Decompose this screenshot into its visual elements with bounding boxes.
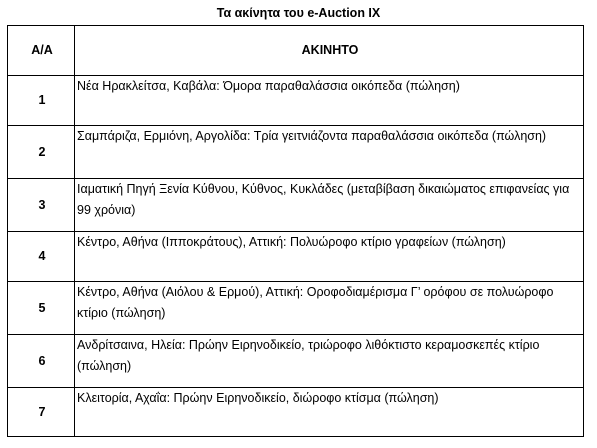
row-number: 1 [8, 76, 75, 126]
table-row [8, 232, 584, 282]
table-row [8, 282, 584, 335]
row-number: 5 [8, 282, 75, 335]
properties-table [7, 25, 584, 437]
property-description: Ανδρίτσαινα, Ηλεία: Πρώην Ειρηνοδικείο, τριώροφο λιθόκτιστο κεραμοσκεπές κτίριο (πώληση) [75, 335, 584, 388]
property-description: Κέντρο, Αθήνα (Αιόλου & Ερμού), Αττική: Οροφοδιαμέρισμα Γ’ ορόφου σε πολυώροφο κτίριο (πώληση) [75, 282, 584, 335]
table-row [8, 76, 584, 126]
row-number: 4 [8, 232, 75, 282]
header-row [8, 26, 584, 76]
table-row [8, 126, 584, 179]
column-header-property: ΑΚΙΝΗΤΟ [75, 26, 584, 76]
table-row [8, 335, 584, 388]
column-header-number: Α/Α [8, 26, 75, 76]
property-description: Νέα Ηρακλείτσα, Καβάλα: Όμορα παραθαλάσσια οικόπεδα (πώληση) [75, 76, 584, 126]
table-row [8, 388, 584, 437]
row-number: 3 [8, 179, 75, 232]
row-number: 6 [8, 335, 75, 388]
property-description: Κέντρο, Αθήνα (Ιπποκράτους), Αττική: Πολυώροφο κτίριο γραφείων (πώληση) [75, 232, 584, 282]
row-number: 2 [8, 126, 75, 179]
row-number: 7 [8, 388, 75, 437]
property-description: Ιαματική Πηγή Ξενία Κύθνου, Κύθνος, Κυκλάδες (μεταβίβαση δικαιώματος επιφανείας για 99 χρόνια) [75, 179, 584, 232]
table-row [8, 179, 584, 232]
table-title: Τα ακίνητα του e-Auction IX [216, 6, 381, 20]
property-description: Σαμπάριζα, Ερμιόνη, Αργολίδα: Τρία γειτνιάζοντα παραθαλάσσια οικόπεδα (πώληση) [75, 126, 584, 179]
property-description: Κλειτορία, Αχαΐα: Πρώην Ειρηνοδικείο, διώροφο κτίσμα (πώληση) [75, 388, 584, 437]
